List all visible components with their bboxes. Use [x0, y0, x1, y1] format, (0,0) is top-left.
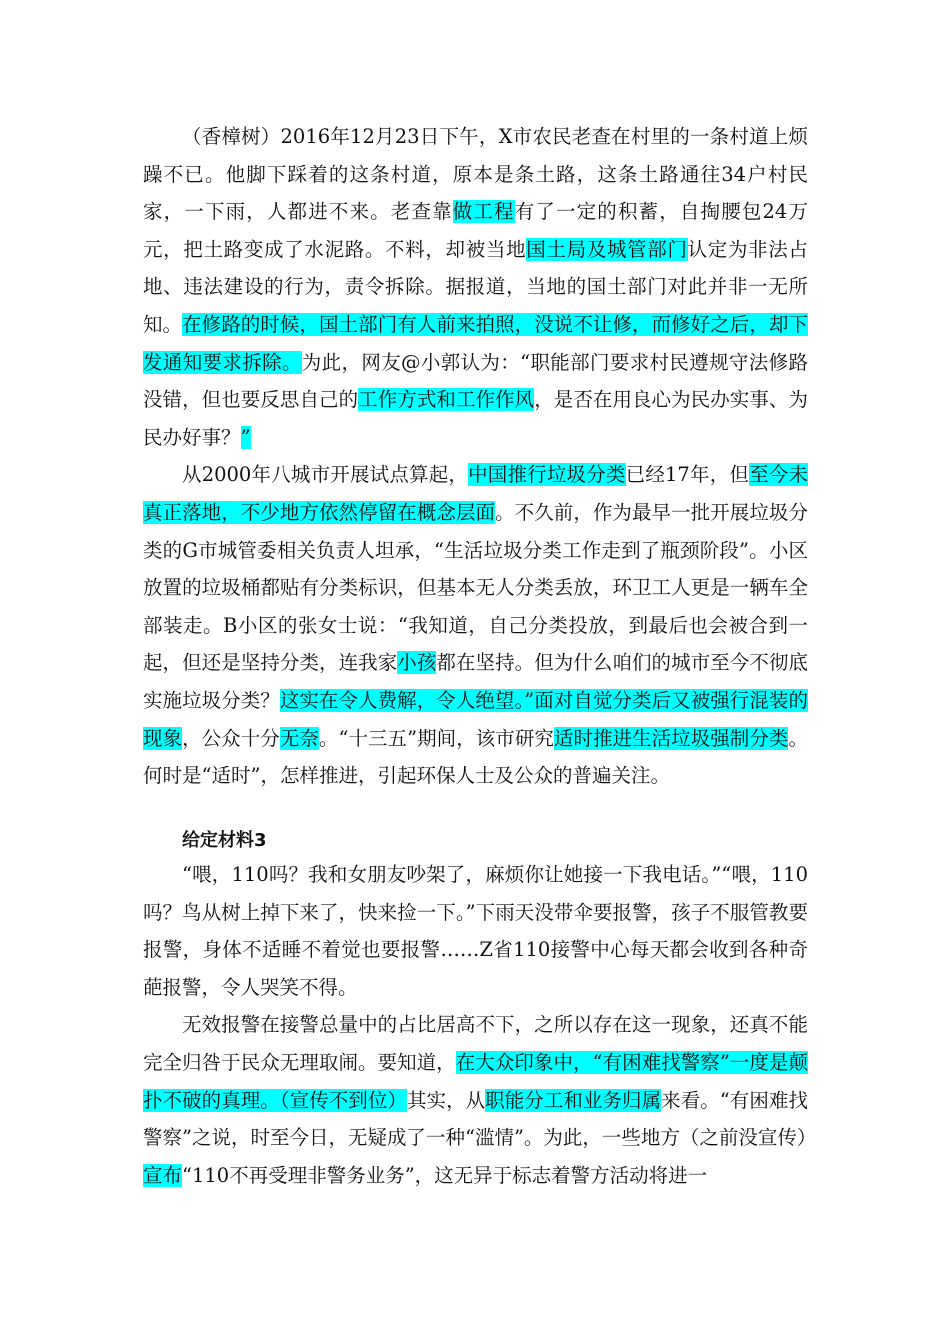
body-text: ，是否在用良心为民办实事、为民办好事？ — [143, 388, 808, 449]
highlighted-text: 工作方式和工作作风 — [358, 388, 535, 412]
paragraph-road-demolition — [143, 118, 808, 456]
body-text: “110不再受理非警务业务”，这无异于标志着警方活动将进一 — [182, 1163, 708, 1187]
body-text: 有了一定的积蓄，自掏腰包24万元，把土路变成了水泥路。不料，却被当地 — [143, 200, 808, 261]
highlighted-text: 国土局及城管部门 — [526, 237, 688, 261]
body-text: 已经17年，但 — [625, 463, 750, 487]
highlighted-text: 无奈 — [279, 726, 319, 750]
body-text: 。不久前，作为最早一批开展垃圾分类的G市城管委相关负责人坦承，“生活垃圾分类工作走到了瓶颈阶段”。小区放置的垃圾桶都贴有分类标识，但基本无人分类丢放，环卫工人更是一辆车全部装走。B小区的张女士说：“我知道，自己分类投放，到最后也会被合到一起，但还是坚持分类，连我家 — [143, 500, 808, 675]
highlighted-text: 在大众印象中，“有困难找警察”一度是颠扑不破的真理。（宣传不到位） — [143, 1050, 808, 1112]
highlighted-text: 面对自觉分类后又被强行混装的现象 — [143, 688, 808, 750]
section-heading: 给定材料3 — [182, 830, 267, 851]
highlighted-text: 职能分工和业务归属 — [485, 1088, 662, 1112]
body-text: 认定为非法占地、违法建设的行为，责令拆除。据报道，当地的国土部门对此并非一无所知。 — [143, 237, 808, 336]
body-text: 无效报警在接警总量中的占比居高不下，之所以存在这一现象，还真不能完全归咎于民众无理取闹。要知道， — [143, 1013, 808, 1074]
highlighted-text: 宣布 — [143, 1163, 183, 1187]
paragraph-odd-calls — [143, 856, 808, 1006]
highlighted-text: 中国推行垃圾分类 — [468, 463, 626, 487]
paragraph-garbage-sorting — [143, 456, 808, 794]
highlighted-text: 适时推进生活垃圾强制分类 — [553, 726, 789, 750]
body-text: 从2000年八城市开展试点算起， — [182, 463, 469, 487]
body-text: “喂，110吗？我和女朋友吵架了，麻烦你让她接一下我电话。”“喂，110吗？鸟从树上掉下来了，快来捡一下。”下雨天没带伞要报警，孩子不服管教要报警，身体不适睡不着觉也要报警……Z省110接警中心每天都会收到各种奇葩报警，令人哭笑不得。 — [143, 863, 808, 999]
body-text: 。“十三五”期间，该市研究 — [318, 726, 554, 750]
material-2-section — [143, 118, 808, 795]
body-text: 为此，网友@小郭认为：“职能部门要求村民遵规守法修路没错，但也要反思自己的 — [143, 350, 808, 412]
body-text: ，公众十分 — [182, 726, 280, 750]
paragraph-invalid-calls — [143, 1006, 817, 1194]
body-text: 。何时是“适时”，怎样推进，引起环保人士及公众的普遍关注。 — [143, 726, 808, 788]
body-text: 来看。“有困难找警察”之说，时至今日，无疑成了一种“滥情”。为此，一些地方（之前没宣传） — [143, 1088, 817, 1150]
body-text: 其实，从 — [406, 1088, 486, 1112]
body-text: （香樟树）2016年12月23日下午，X市农民老查在村里的一条村道上烦躁不已。他脚下踩着的这条村道，原本是条土路，这条土路通往34户村民家，一下雨，人都进不来。老查靠 — [143, 125, 808, 224]
body-text: 都在坚持。但为什么咱们的城市至今不彻底实施垃圾分类？ — [143, 651, 808, 712]
highlighted-text: 至今未真正落地，不少地方依然停留在概念层面 — [143, 463, 808, 524]
material-3-section — [143, 856, 817, 1194]
highlighted-text: 这实在令人费解，令人绝望。” — [279, 688, 535, 712]
highlighted-text: ” — [240, 425, 251, 449]
highlighted-text: 在修路的时候，国土部门有人前来拍照，没说不让修，而修好之后，却下发通知要求拆除。 — [143, 312, 808, 374]
highlighted-text: 做工程 — [452, 200, 515, 224]
highlighted-text: 小孩 — [397, 651, 437, 675]
